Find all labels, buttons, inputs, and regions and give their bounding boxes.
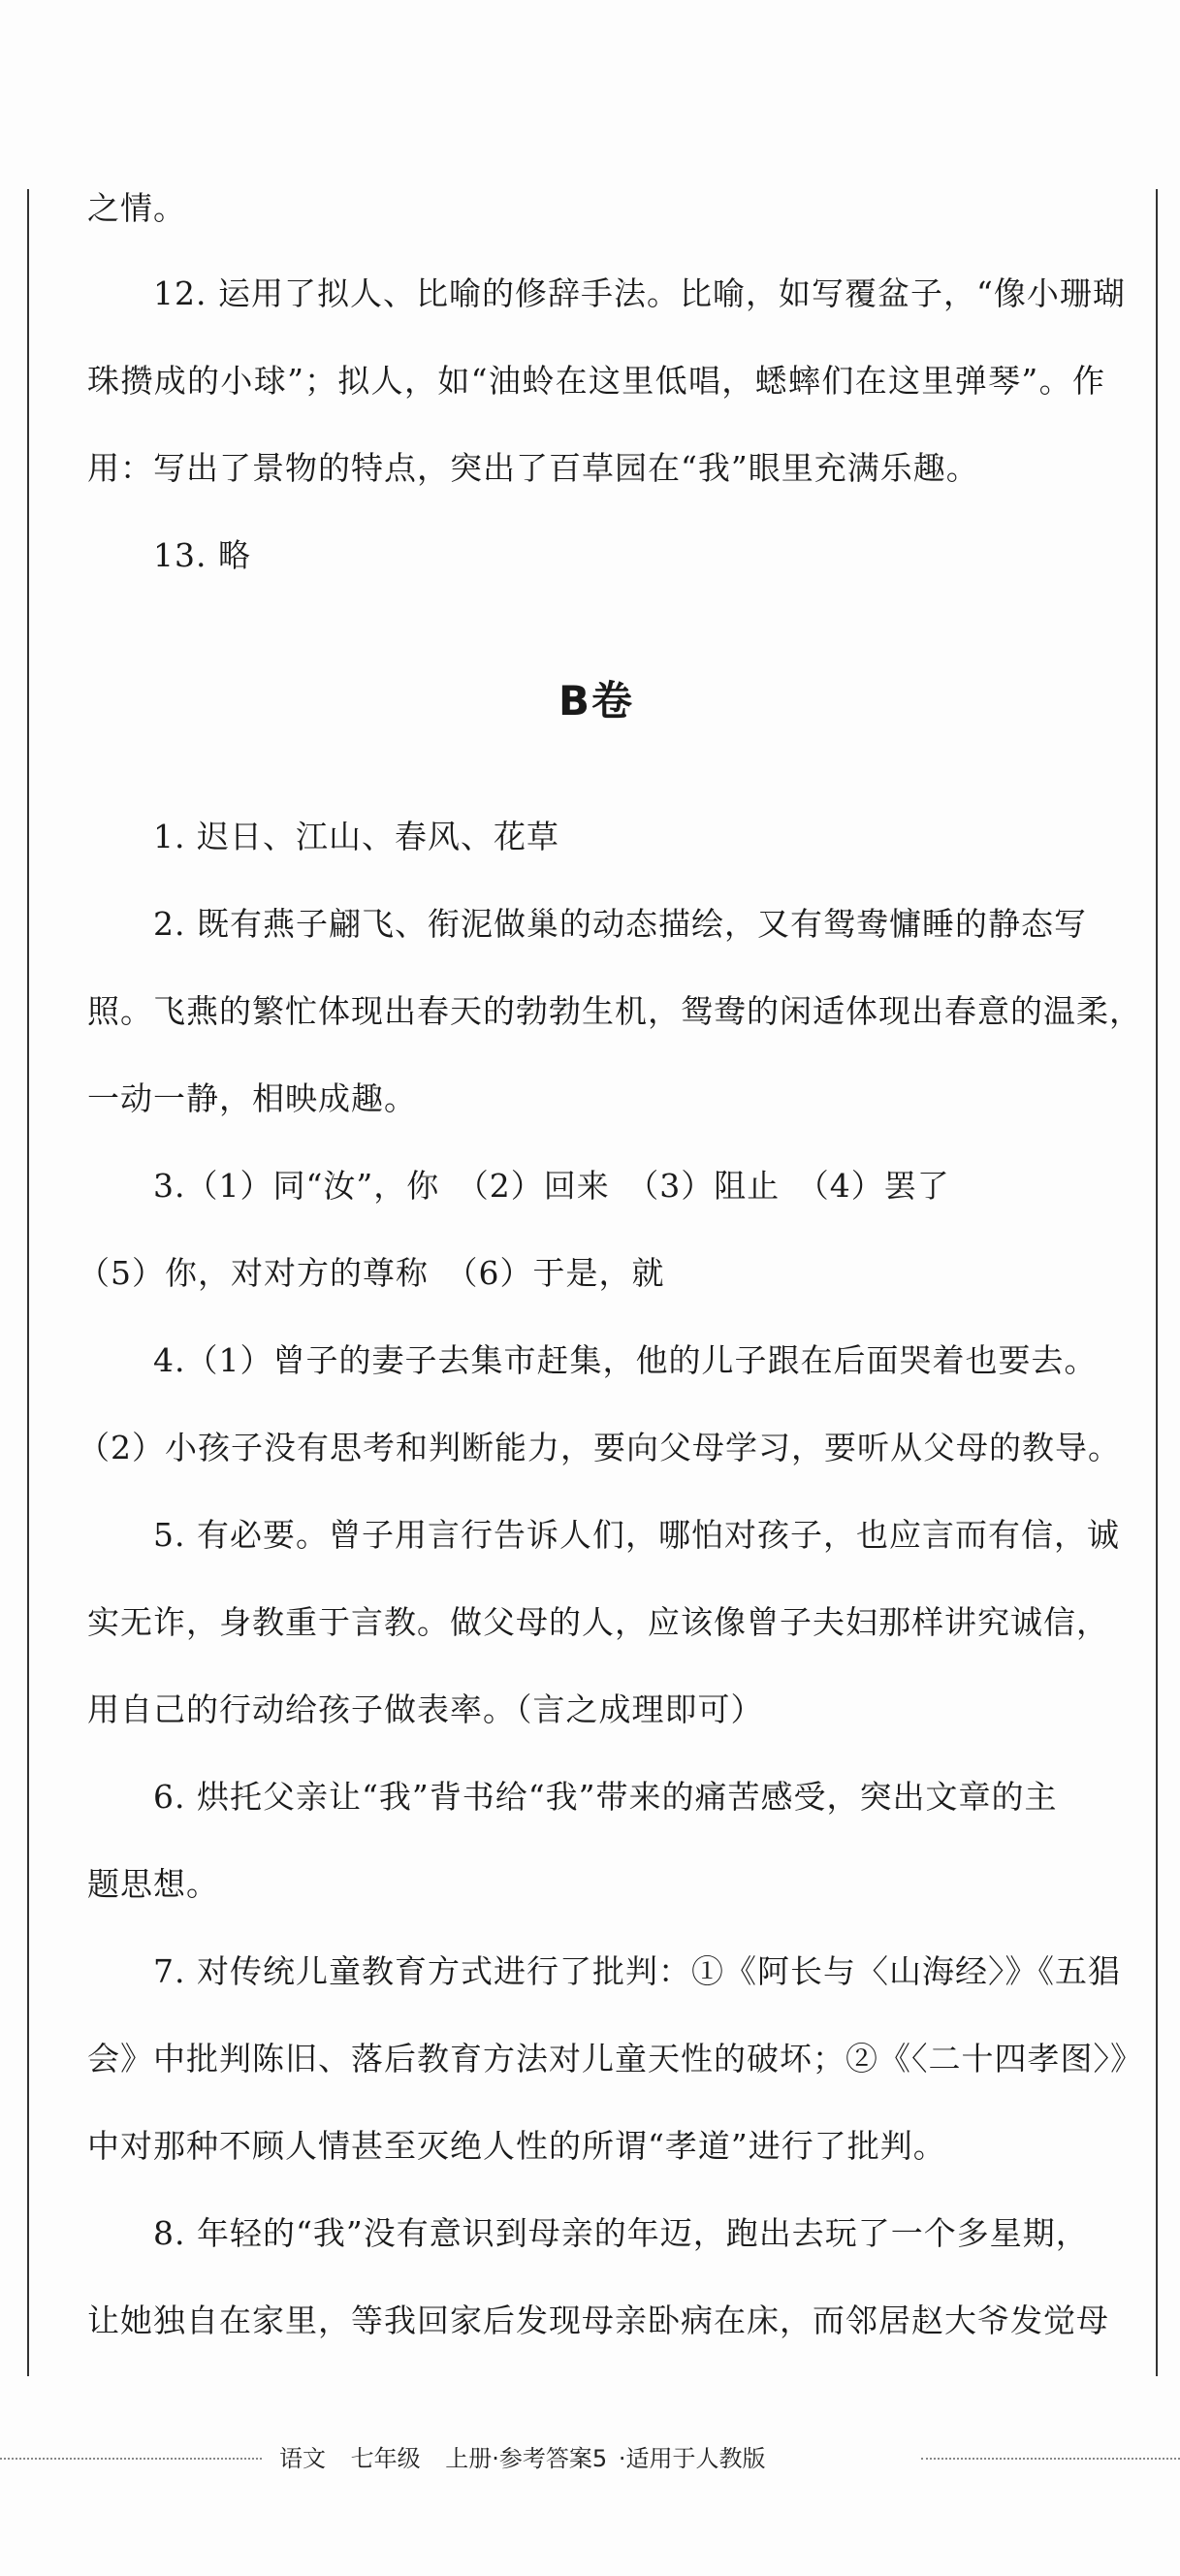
answer-b6-line-1: 6. 烘托父亲让“我”背书给“我”带来的痛苦感受，突出文章的主	[153, 1778, 1058, 1816]
answer-b8-line-1: 8. 年轻的“我”没有意识到母亲的年迈，跑出去玩了一个多星期，	[153, 2214, 1089, 2252]
footer-text	[279, 2439, 909, 2478]
answer-b7-line-3: 中对那种不顾人情甚至灭绝人性的所谓“孝道”进行了批判。	[87, 2127, 946, 2165]
section-title-b: B卷	[558, 677, 634, 724]
answer-b5-line-2: 实无诈，身教重于言教。做父母的人，应该像曾子夫妇那样讲究诚信，	[87, 1603, 1109, 1641]
footer-grade: 七年级	[350, 2445, 421, 2472]
answer-12-line-2: 珠攒成的小球”；拟人，如“油蛉在这里低唱，蟋蟀们在这里弹琴”。作	[87, 362, 1105, 400]
footer-dotted-rule-right	[921, 2458, 1180, 2460]
answer-b1: 1. 迟日、江山、春风、花草	[153, 818, 559, 855]
answer-b4-line-1: 4.（1）曾子的妻子去集市赶集，他的儿子跟在后面哭着也要去。	[153, 1341, 1098, 1379]
answer-b3-line-2: （5）你，对对方的尊称 （6）于是，就	[78, 1254, 665, 1292]
answer-b2-line-1: 2. 既有燕子翩飞、衔泥做巢的动态描绘，又有鸳鸯慵睡的静态写	[153, 905, 1087, 943]
footer-subject: 语文	[279, 2445, 326, 2472]
answer-b7-line-1: 7. 对传统儿童教育方式进行了批判：①《阿长与〈山海经〉》《五猖	[153, 1952, 1121, 1990]
answer-b5-line-1: 5. 有必要。曾子用言行告诉人们，哪怕对孩子，也应言而有信，诚	[153, 1516, 1120, 1554]
answer-b2-line-3: 一动一静，相映成趣。	[87, 1079, 417, 1117]
answer-b5-line-3: 用自己的行动给孩子做表率。（言之成理即可）	[87, 1690, 764, 1728]
answer-b3-line-1: 3.（1）同“汝”，你 （2）回来 （3）阻止 （4）罢了	[153, 1167, 950, 1205]
answer-b6-line-2: 题思想。	[87, 1865, 219, 1903]
answer-b7-line-2: 会》中批判陈旧、落后教育方法对儿童天性的破坏；②《〈二十四孝图〉》	[87, 2040, 1143, 2077]
footer-dotted-rule-left	[0, 2458, 262, 2460]
answer-b2-line-2: 照。飞燕的繁忙体现出春天的勃勃生机，鸳鸯的闲适体现出春意的温柔，	[87, 992, 1142, 1030]
answer-b8-line-2: 让她独自在家里，等我回家后发现母亲卧病在床，而邻居赵大爷发觉母	[87, 2302, 1109, 2339]
text-line: 之情。	[87, 189, 186, 227]
left-border-rule	[27, 189, 29, 2376]
answer-b4-line-2: （2）小孩子没有思考和判断能力，要向父母学习，要听从父母的教导。	[78, 1429, 1121, 1466]
footer-edition: ·适用于人教版	[618, 2445, 766, 2472]
footer-volume: 上册·参考答案5	[445, 2445, 608, 2472]
answer-13: 13. 略	[153, 536, 251, 574]
answer-12-line-3: 用：写出了景物的特点，突出了百草园在“我”眼里充满乐趣。	[87, 449, 979, 487]
right-border-rule	[1156, 189, 1158, 2376]
answer-12-line-1: 12. 运用了拟人、比喻的修辞手法。比喻，如写覆盆子，“像小珊瑚	[153, 274, 1126, 312]
page-footer	[0, 2439, 1180, 2478]
